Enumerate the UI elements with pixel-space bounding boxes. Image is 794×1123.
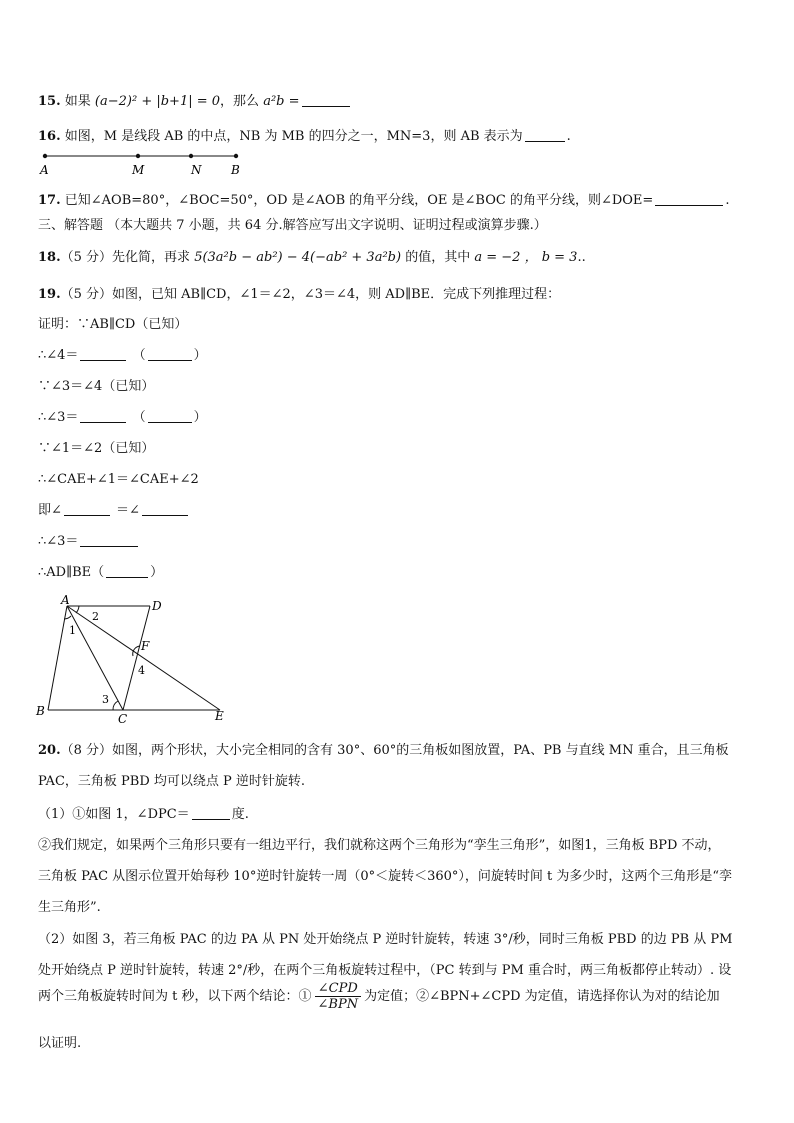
question-20-line-2: PAC，三角板 PBD 均可以绕点 P 逆时针旋转. [38,774,306,789]
proof-line-4: ∴∠3＝ （ ） [38,410,207,425]
question-17: 17. 已知∠AOB=80°，∠BOC=50°，OD 是∠AOB 的角平分线，OE 是∠BOC 的角平分线，则∠DOE= . [38,193,730,208]
proof-line-7: 即∠ ＝∠ [38,499,190,518]
point-label-a: A [61,593,70,607]
proof-line-3: ∵∠3＝∠4（已知） [38,379,155,394]
point-label-b: B [231,163,240,177]
question-20: 20.（8 分）如图，两个形状，大小完全相同的含有 30°、60°的三角板如图放置，PA、PB 与直线 MN 重合，且三角板 [38,743,729,758]
question-20-line-5: 三角板 PAC 从图示位置开始每秒 10°逆时针旋转一周（0°＜旋转＜360°），问旋转时间 t 为多少时，这两个三角形是“孪 [38,869,733,884]
point-label-a: A [40,163,49,177]
parallelogram-figure [30,590,240,725]
answer-blank [80,545,138,547]
point-label-c: C [118,712,128,725]
answer-blank [80,421,126,423]
question-20-line-9: 两个三角板旋转时间为 t 秒，以下两个结论：① $\frac{\text{∠CPD}}{\text{∠BPN}}$ 为定值；②∠BPN+∠CPD 为定值，请选择你认为对的结论加 [38,981,720,1012]
math-expression: 5(3a²b − ab²) − 4(−ab² + 3a²b) [194,250,402,265]
point-label-e: E [215,709,224,723]
angle-ratio-fraction: $\frac{\text{∠CPD}}{\text{∠BPN}}$ [315,981,362,1012]
question-20-line-4: ②我们规定，如果两个三角形只要有一组边平行，我们就称这两个三角形为“孪生三角形”，如图1，三角板 BPD 不动， [38,838,721,853]
angle-label-1: 1 [69,624,76,637]
question-18: 18.（5 分）先化简，再求 5(3a²b − ab²) − 4(−ab² + 3a²b) 的值，其中 a = −2 ， b = 3.. [38,250,586,265]
question-16: 16. 如图，M 是线段 AB 的中点，NB 为 MB 的四分之一，MN=3，则 AB 表示为 . [38,129,571,144]
proof-line-2: ∴∠4＝ （ ） [38,348,207,363]
proof-line-6: ∴∠CAE+∠1＝∠CAE+∠2 [38,472,199,487]
point-label-m: M [132,163,145,177]
section-heading: 三、解答题 （本大题共 7 小题，共 64 分.解答应写出文字说明、证明过程或演算步骤.） [38,218,547,233]
answer-blank [80,359,126,361]
answer-blank [525,140,565,142]
answer-blank [142,514,188,516]
question-20-part-1: （1）①如图 1，∠DPC＝ 度. [38,807,249,822]
angle-label-3: 3 [102,693,109,706]
answer-blank [148,421,192,423]
segment-figure [36,148,246,178]
point-label-b: B [36,704,45,718]
question-20-line-6: 生三角形”. [38,900,101,915]
point-label-f: F [141,639,150,653]
math-expression: (a−2)² + |b+1| = 0 [94,94,221,109]
proof-line-9: ∴AD∥BE（ ） [38,565,164,580]
point-label-d: D [152,599,162,613]
question-15: 15. 如果 (a−2)² + |b+1| = 0，那么 a²b = [38,90,352,109]
question-20-part-2: （2）如图 3，若三角板 PAC 的边 PA 从 PN 处开始绕点 P 逆时针旋转，转速 3°/秒，同时三角板 PBD 的边 PB 从 PM [38,932,733,947]
answer-blank [106,576,148,578]
angle-label-4: 4 [138,664,145,677]
point-label-n: N [191,163,202,177]
proof-line-1: 证明：∵AB∥CD（已知） [38,317,188,332]
question-20-line-10: 以证明. [38,1036,82,1051]
proof-line-8: ∴∠3＝ [38,530,140,549]
question-20-line-8: 处开始绕点 P 逆时针旋转，转速 2°/秒，在两个三角板旋转过程中，（PC 转到与 PM 重合时，两三角板都停止转动）. 设 [38,963,732,978]
answer-blank [302,105,350,107]
answer-blank [148,359,192,361]
answer-blank [64,514,110,516]
proof-line-5: ∵∠1＝∠2（已知） [38,441,155,456]
question-19: 19.（5 分）如图，已知 AB∥CD，∠1＝∠2，∠3＝∠4，则 AD∥BE．完成下列推理过程： [38,287,561,302]
question-number: 15. [38,94,61,109]
angle-label-2: 2 [92,610,99,623]
answer-blank [655,204,723,206]
answer-blank [192,818,230,820]
